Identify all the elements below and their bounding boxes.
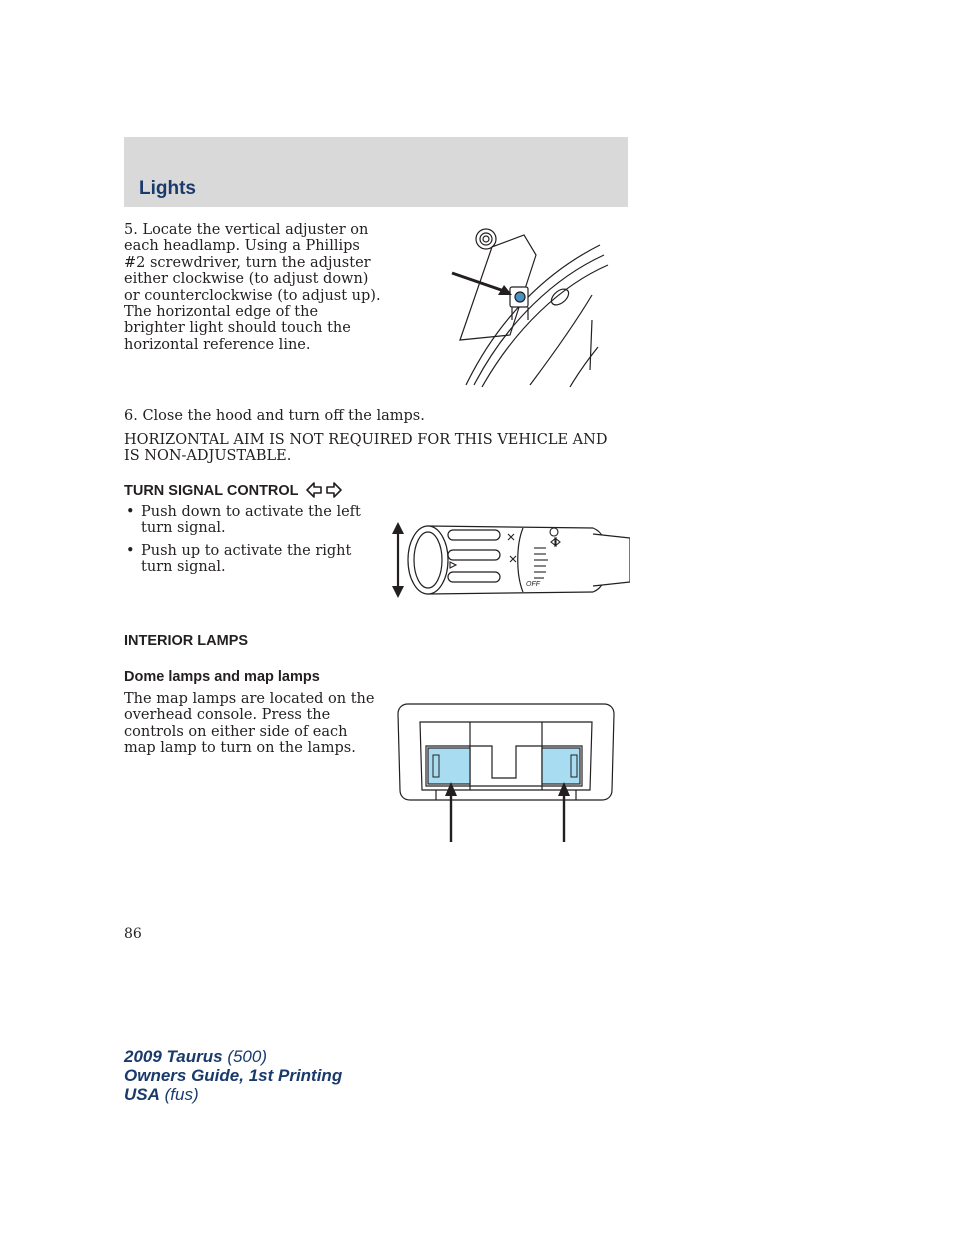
headlamp-step-5: 5. Locate the vertical adjuster on each headlamp. Using a Phillips #2 screwdriver, turn the adjuster either clockwise (to adjust down) or counterclockwise (to adjust up). The horizontal edge of the brighter light should touch the horizontal reference line.: [124, 222, 381, 353]
headlamp-step-6: 6. Close the hood and turn off the lamps.: [124, 408, 425, 424]
turn-signal-stalk-illustration: [388, 520, 630, 600]
overhead-console-illustration: [396, 702, 616, 844]
footer-line-1: 2009 Taurus (500): [124, 1047, 268, 1066]
section-title: Lights: [139, 178, 196, 199]
turn-signal-bullets: [124, 504, 379, 582]
footer-line-3: USA (fus): [124, 1085, 199, 1104]
footer: [124, 1047, 342, 1104]
page-number: 86: [124, 926, 142, 942]
dome-map-lamps-subheading: Dome lamps and map lamps: [124, 669, 320, 685]
turn-signal-heading-text: TURN SIGNAL CONTROL: [124, 483, 299, 499]
map-lamps-text: The map lamps are located on the overhead console. Press the controls on either side of each map lamp to turn on the lamps.: [124, 691, 375, 757]
turn-signal-heading: [124, 481, 343, 499]
footer-line-2: Owners Guide, 1st Printing: [124, 1066, 343, 1085]
turn-signal-arrows-icon: [305, 481, 343, 499]
stalk-off-label: OFF: [526, 581, 540, 588]
headlamp-adjuster-illustration: [440, 225, 610, 390]
list-item: • Push down to activate the left turn signal.: [124, 504, 379, 537]
horizontal-aim-note: HORIZONTAL AIM IS NOT REQUIRED FOR THIS VEHICLE AND IS NON-ADJUSTABLE.: [124, 432, 608, 465]
interior-lamps-heading: INTERIOR LAMPS: [124, 633, 249, 649]
section-header-band: [124, 137, 628, 207]
list-item: • Push up to activate the right turn signal.: [124, 543, 379, 576]
